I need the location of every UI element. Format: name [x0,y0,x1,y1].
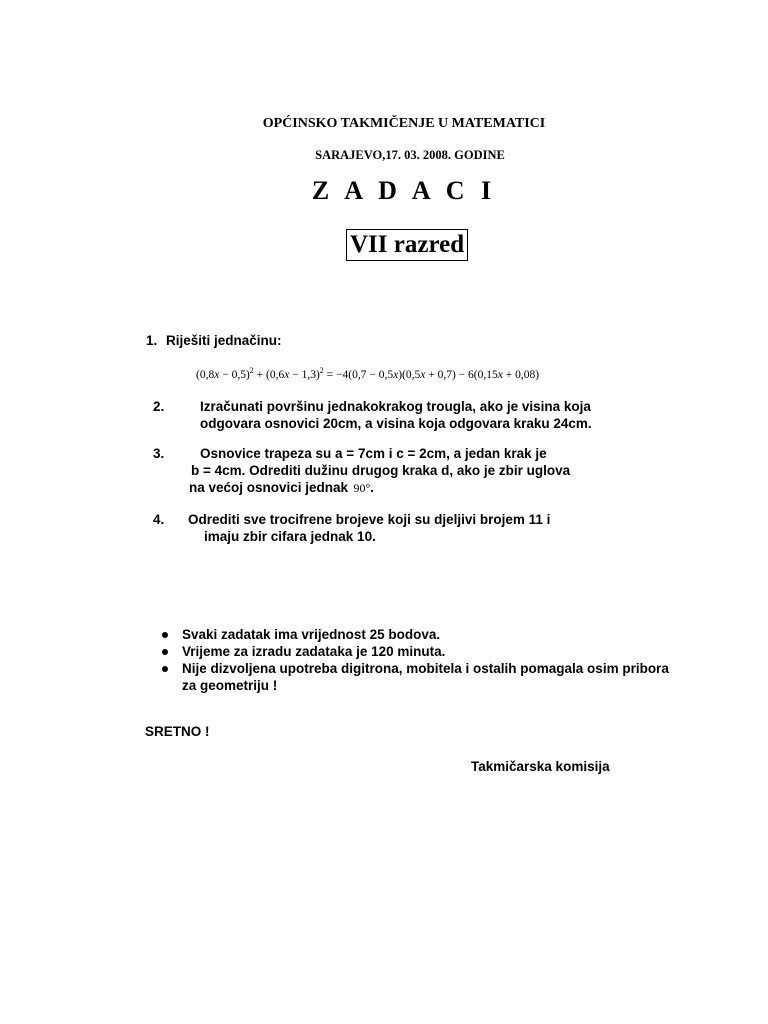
task-3-line-2: b = 4cm. Odrediti dužinu drugog kraka d, ako je zbir uglova [191,463,571,478]
task-2-line-2: odgovara osnovici 20cm, a visina koja odgovara kraku 24cm. [200,416,592,431]
task-1-equation: $(0,8x - 0,5)^2 + (0,6x - 1,3)^2 = -4(0,7 - 0,5x)(0,5x + 0,7) - 6(0,15x + 0,08)$ [196,366,540,381]
list-item [160,626,669,643]
task-3-line-1: Osnovice trapeza su a = 7cm i c = 2cm, a jedan krak je [200,446,547,461]
bullet-icon [162,649,168,655]
signature-text: Takmičarska komisija [471,759,610,774]
closing-text: SRETNO ! [145,724,210,739]
task-3-number: 3. [153,446,165,461]
list-item-continuation [160,677,669,694]
task-2-number: 2. [153,399,165,414]
list-item [160,660,669,677]
task-4-line-2: imaju zbir cifara jednak 10. [204,529,376,544]
note-3-continued: za geometriju ! [182,678,278,693]
heading-zadaci: Z A D A C I [311,176,497,205]
notes-list [160,626,669,694]
list-item [160,643,669,660]
bullet-icon [162,666,168,672]
task-2-line-1: Izračunati površinu jednakokrakog trougla, ako je visina koja [200,399,591,414]
bullet-icon [162,632,168,638]
note-3: Nije dizvoljena upotreba digitrona, mobitela i ostalih pomagala osim pribora [182,661,669,676]
task-3-line-3 [189,480,374,496]
class-label-box: VII razred [346,229,468,261]
task-1-text: Riješiti jednačinu: [166,333,282,348]
note-2: Vrijeme za izradu zadataka je 120 minuta. [182,644,446,659]
task-3-line-3-text: na većoj osnovici jednak [189,480,349,495]
page-subtitle: SARAJEVO,17. 03. 2008. GODINE [315,148,505,162]
note-1: Svaki zadatak ima vrijednost 25 bodova. [182,627,441,642]
task-4-number: 4. [153,512,165,527]
page-title: OPĆINSKO TAKMIČENJE U MATEMATICI [262,116,546,131]
task-4-line-1: Odrediti sve trocifrene brojeve koji su djeljivi brojem 11 i [188,512,551,527]
task-1-number: 1. [146,333,158,348]
task-3-line-3-period: . [370,480,375,495]
task-3-angle: 90° [353,481,371,495]
